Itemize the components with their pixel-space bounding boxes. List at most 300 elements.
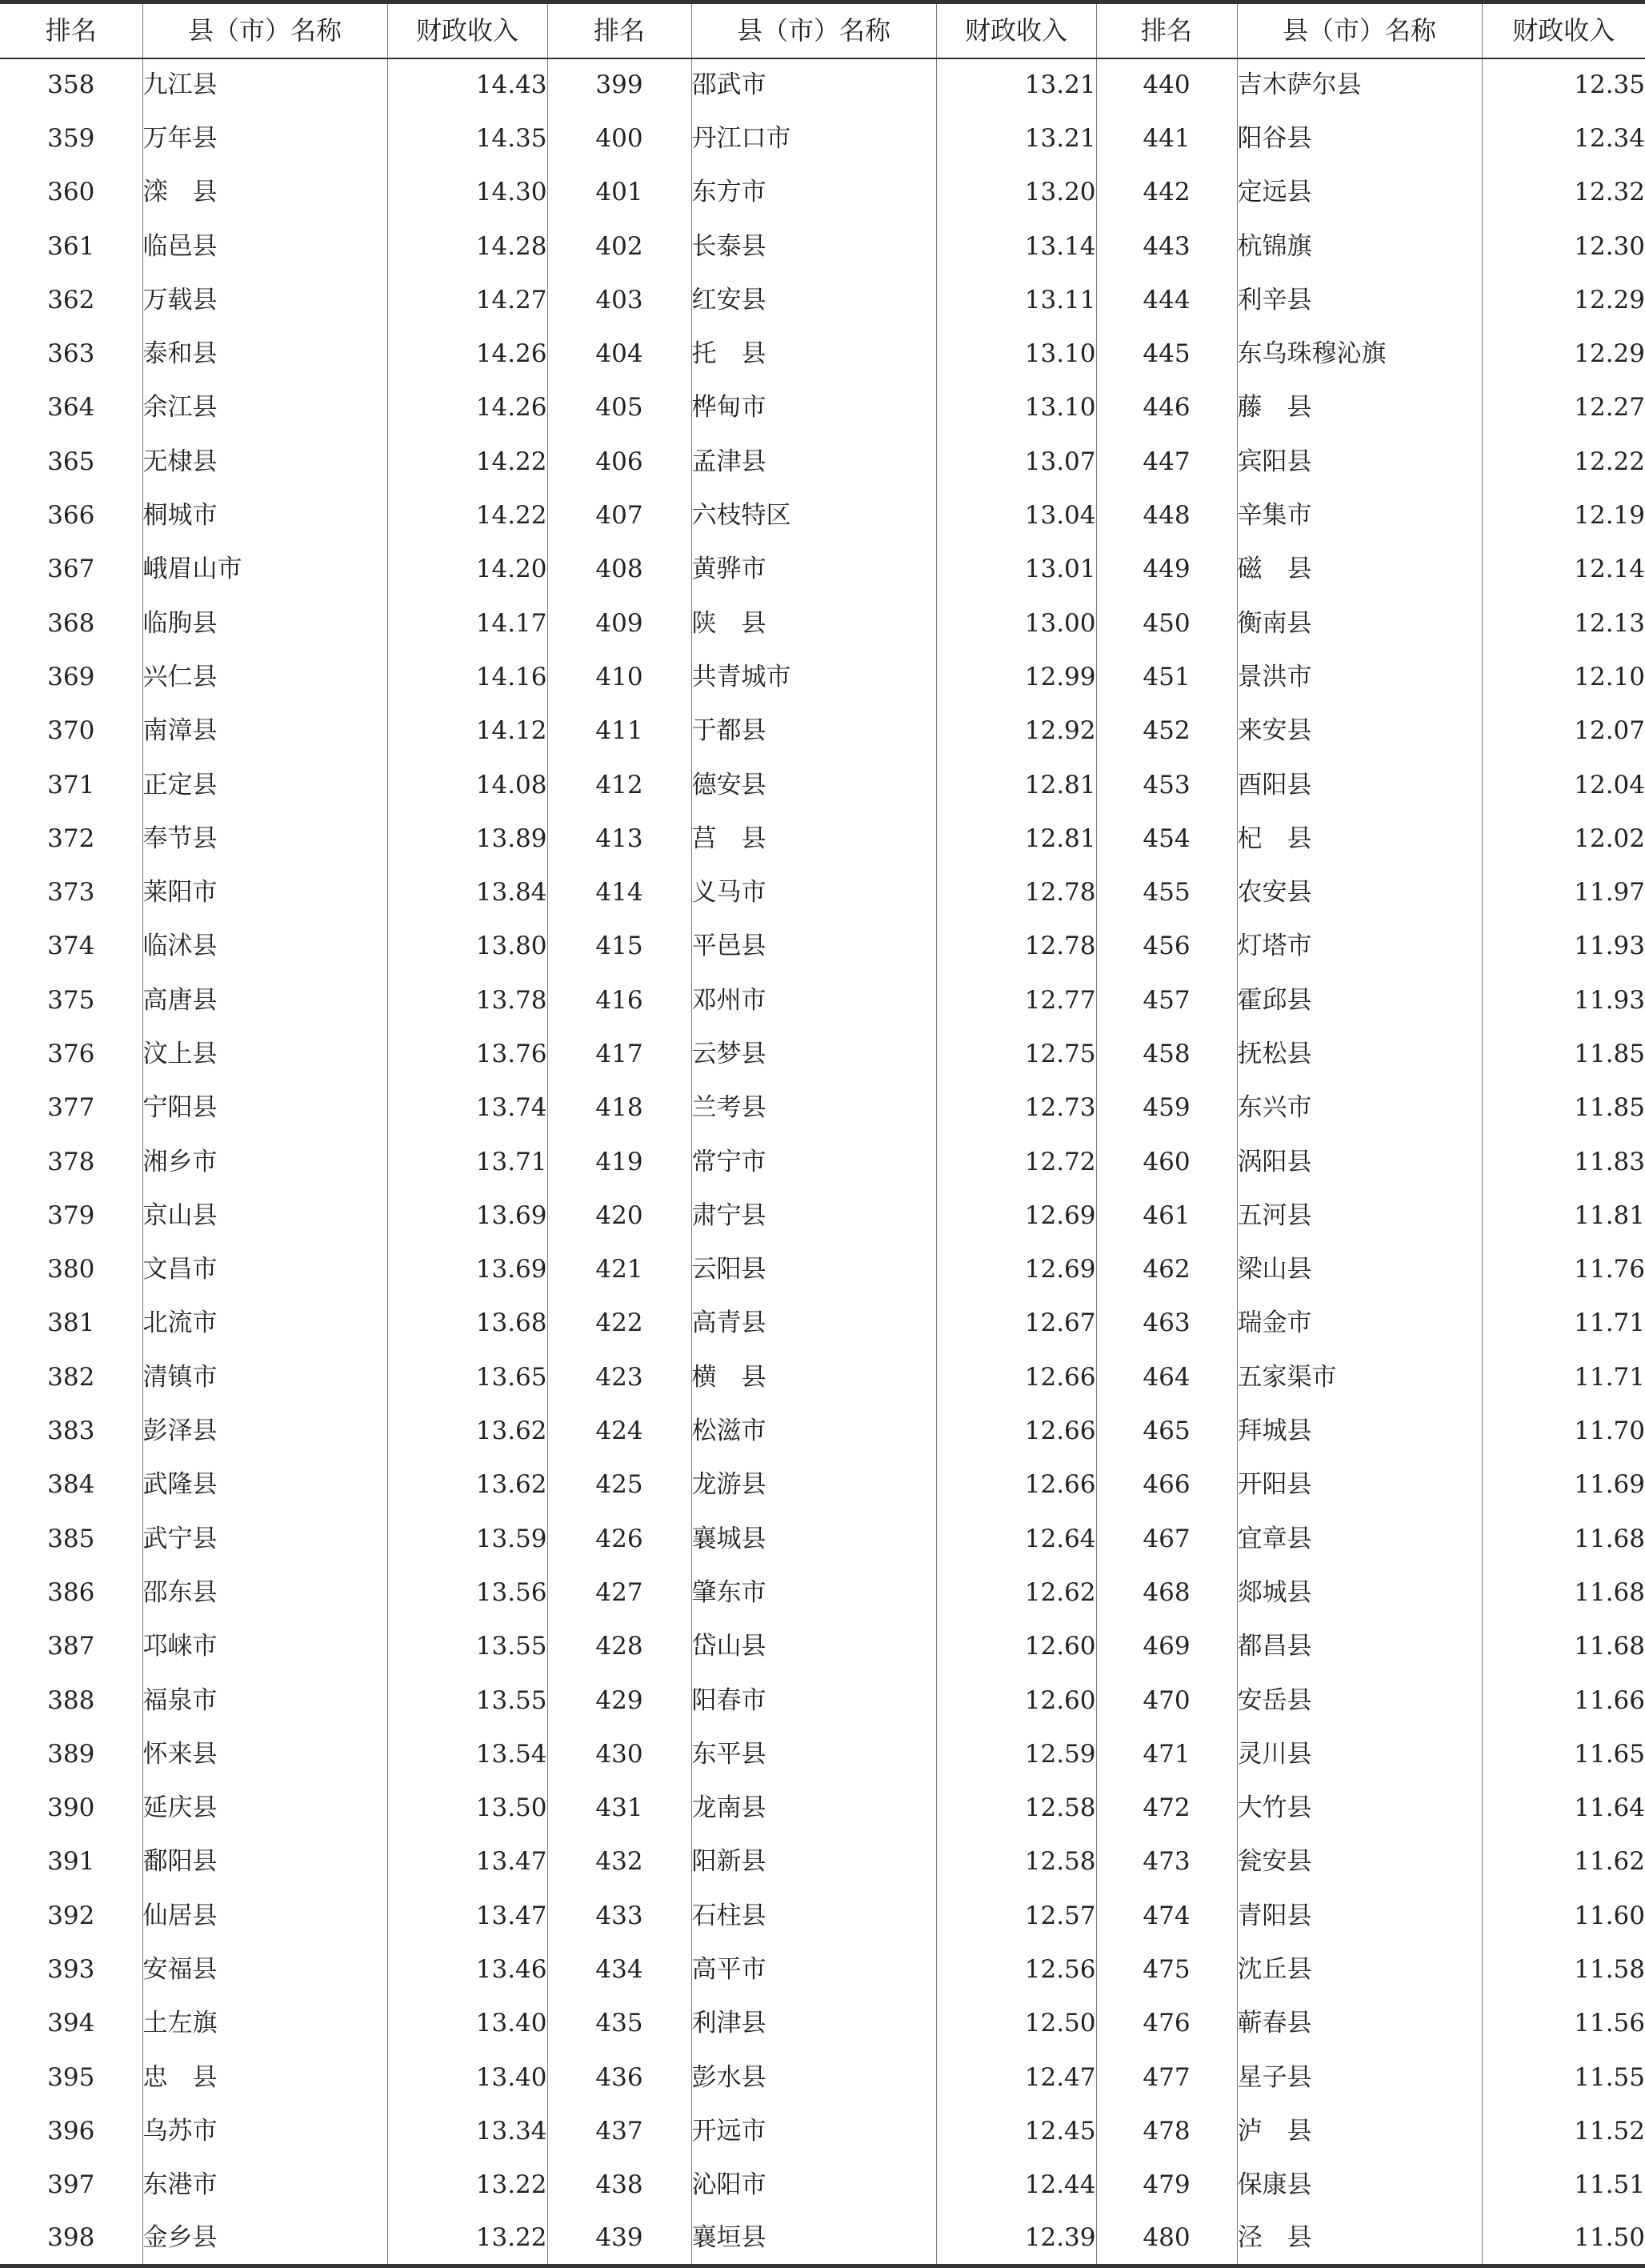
county-name-cell: 彭泽县 (142, 1404, 387, 1458)
table-row (0, 1781, 1645, 1835)
county-name-cell: 东兴市 (1237, 1081, 1482, 1135)
table-row (0, 812, 1645, 866)
table-row (0, 1943, 1645, 1997)
revenue-cell: 12.99 (936, 651, 1096, 704)
revenue-cell: 12.13 (1482, 596, 1645, 650)
rank-cell: 427 (547, 1566, 691, 1620)
rank-cell: 366 (47, 501, 95, 531)
revenue-cell: 11.97 (1482, 866, 1645, 920)
revenue-cell: 14.08 (387, 758, 547, 811)
county-name-cell: 黄骅市 (691, 543, 936, 596)
rank-cell: 412 (547, 758, 691, 811)
header-county-name: 县（市）名称 (1237, 2, 1482, 58)
revenue-cell: 11.64 (1482, 1781, 1645, 1835)
county-name-cell: 酉阳县 (1237, 758, 1482, 811)
revenue-cell: 13.07 (936, 435, 1096, 489)
revenue-cell: 13.40 (387, 1997, 547, 2050)
county-name-cell: 抚松县 (1237, 1028, 1482, 1081)
revenue-cell: 13.20 (936, 166, 1096, 219)
revenue-cell: 12.29 (1482, 327, 1645, 381)
revenue-cell: 12.58 (936, 1835, 1096, 1889)
header-county-name: 县（市）名称 (691, 2, 936, 58)
revenue-cell: 13.69 (387, 1243, 547, 1296)
revenue-cell: 13.74 (387, 1081, 547, 1135)
county-name-cell: 南漳县 (142, 704, 387, 758)
county-name-cell: 金乡县 (142, 2212, 387, 2266)
revenue-cell: 13.68 (387, 1296, 547, 1350)
county-name-cell: 宾阳县 (1237, 435, 1482, 489)
rank-cell: 360 (47, 178, 95, 207)
rank-cell: 439 (547, 2212, 691, 2266)
county-name-cell: 陕 县 (691, 596, 936, 650)
revenue-cell: 11.69 (1482, 1458, 1645, 1512)
county-name-cell: 霍邱县 (1237, 974, 1482, 1028)
rank-cell: 479 (1096, 2158, 1237, 2212)
revenue-cell: 13.22 (387, 2158, 547, 2212)
rank-cell: 391 (47, 1847, 95, 1877)
county-name-cell: 衡南县 (1237, 596, 1482, 650)
table-row (0, 274, 1645, 327)
revenue-cell: 13.22 (387, 2212, 547, 2266)
revenue-cell: 11.93 (1482, 974, 1645, 1028)
rank-cell: 393 (47, 1955, 95, 1985)
revenue-cell: 13.80 (387, 920, 547, 973)
table-row (0, 974, 1645, 1028)
county-name-cell: 定远县 (1237, 166, 1482, 219)
table-row (0, 651, 1645, 704)
rank-cell: 359 (47, 123, 95, 153)
revenue-cell: 11.51 (1482, 2158, 1645, 2212)
rank-cell: 381 (47, 1308, 95, 1338)
revenue-cell: 12.64 (936, 1513, 1096, 1566)
rank-cell: 416 (547, 974, 691, 1028)
county-name-cell: 临邑县 (142, 219, 387, 273)
revenue-cell: 12.69 (936, 1243, 1096, 1296)
county-name-cell: 灯塔市 (1237, 920, 1482, 973)
county-name-cell: 万载县 (142, 274, 387, 327)
rank-cell: 436 (547, 2050, 691, 2104)
rank-cell: 365 (47, 447, 95, 476)
rank-cell: 376 (47, 1039, 95, 1068)
county-name-cell: 肃宁县 (691, 1189, 936, 1243)
rank-cell: 418 (547, 1081, 691, 1135)
rank-cell: 442 (1096, 166, 1237, 219)
revenue-cell: 11.71 (1482, 1351, 1645, 1404)
rank-cell: 456 (1096, 920, 1237, 973)
rank-cell: 372 (47, 823, 95, 853)
table-row (0, 327, 1645, 381)
county-name-cell: 武宁县 (142, 1513, 387, 1566)
rank-cell: 441 (1096, 112, 1237, 166)
county-name-cell: 六枝特区 (691, 489, 936, 543)
revenue-cell: 13.34 (387, 2105, 547, 2158)
table-row (0, 1296, 1645, 1350)
rank-cell: 450 (1096, 596, 1237, 650)
county-name-cell: 阳春市 (691, 1673, 936, 1727)
rank-cell: 469 (1096, 1620, 1237, 1673)
revenue-cell: 13.04 (936, 489, 1096, 543)
county-name-cell: 滦 县 (142, 166, 387, 219)
revenue-cell: 11.68 (1482, 1620, 1645, 1673)
rank-cell: 466 (1096, 1458, 1237, 1512)
revenue-cell: 12.19 (1482, 489, 1645, 543)
table-body (0, 58, 1645, 2266)
rank-cell: 363 (47, 339, 95, 369)
county-name-cell: 临朐县 (142, 596, 387, 650)
county-name-cell: 藤 县 (1237, 381, 1482, 435)
table-row (0, 381, 1645, 435)
table-row (0, 704, 1645, 758)
table-row (0, 58, 1645, 112)
county-name-cell: 杭锦旗 (1237, 219, 1482, 273)
county-name-cell: 福泉市 (142, 1673, 387, 1727)
revenue-cell: 13.50 (387, 1781, 547, 1835)
rank-cell: 445 (1096, 327, 1237, 381)
county-name-cell: 武隆县 (142, 1458, 387, 1512)
revenue-cell: 14.26 (387, 381, 547, 435)
county-name-cell: 常宁市 (691, 1135, 936, 1188)
county-name-cell: 拜城县 (1237, 1404, 1482, 1458)
county-name-cell: 高青县 (691, 1296, 936, 1350)
revenue-cell: 13.76 (387, 1028, 547, 1081)
county-name-cell: 湘乡市 (142, 1135, 387, 1188)
county-name-cell: 龙南县 (691, 1781, 936, 1835)
table-row (0, 1566, 1645, 1620)
county-name-cell: 瓮安县 (1237, 1835, 1482, 1889)
county-name-cell: 桦甸市 (691, 381, 936, 435)
rank-cell: 382 (47, 1362, 95, 1392)
rank-cell: 368 (47, 608, 95, 638)
county-name-cell: 云阳县 (691, 1243, 936, 1296)
revenue-cell: 13.47 (387, 1889, 547, 1943)
rank-cell: 378 (47, 1147, 95, 1176)
rank-cell: 451 (1096, 651, 1237, 704)
revenue-cell: 13.55 (387, 1673, 547, 1727)
county-name-cell: 青阳县 (1237, 1889, 1482, 1943)
revenue-cell: 13.21 (936, 112, 1096, 166)
table-row (0, 1835, 1645, 1889)
revenue-cell: 12.58 (936, 1781, 1096, 1835)
revenue-cell: 11.62 (1482, 1835, 1645, 1889)
revenue-cell: 11.76 (1482, 1243, 1645, 1296)
county-name-cell: 襄垣县 (691, 2212, 936, 2266)
rank-cell: 395 (47, 2062, 95, 2092)
rank-cell: 410 (547, 651, 691, 704)
rank-cell: 375 (47, 985, 95, 1015)
revenue-cell: 11.52 (1482, 2105, 1645, 2158)
county-name-cell: 安福县 (142, 1943, 387, 1997)
county-name-cell: 龙游县 (691, 1458, 936, 1512)
county-name-cell: 余江县 (142, 381, 387, 435)
rank-cell: 475 (1096, 1943, 1237, 1997)
revenue-cell: 13.78 (387, 974, 547, 1028)
revenue-cell: 13.59 (387, 1513, 547, 1566)
county-name-cell: 万年县 (142, 112, 387, 166)
revenue-cell: 12.04 (1482, 758, 1645, 811)
county-name-cell: 托 县 (691, 327, 936, 381)
rank-cell: 454 (1096, 812, 1237, 866)
county-name-cell: 利津县 (691, 1997, 936, 2050)
table-row (0, 435, 1645, 489)
header-rank: 排名 (547, 2, 691, 58)
revenue-cell: 11.85 (1482, 1028, 1645, 1081)
county-name-cell: 东方市 (691, 166, 936, 219)
revenue-cell: 14.35 (387, 112, 547, 166)
table-row (0, 866, 1645, 920)
county-name-cell: 奉节县 (142, 812, 387, 866)
county-name-cell: 东平县 (691, 1728, 936, 1781)
table-row (0, 2158, 1645, 2212)
county-name-cell: 长泰县 (691, 219, 936, 273)
rank-cell: 402 (547, 219, 691, 273)
county-name-cell: 莒 县 (691, 812, 936, 866)
revenue-cell: 12.45 (936, 2105, 1096, 2158)
revenue-cell: 13.62 (387, 1458, 547, 1512)
county-name-cell: 鄱阳县 (142, 1835, 387, 1889)
table-row (0, 1189, 1645, 1243)
revenue-cell: 12.29 (1482, 274, 1645, 327)
county-name-cell: 彭水县 (691, 2050, 936, 2104)
rank-cell: 409 (547, 596, 691, 650)
revenue-cell: 12.72 (936, 1135, 1096, 1188)
county-name-cell: 兴仁县 (142, 651, 387, 704)
table-row (0, 2050, 1645, 2104)
county-name-cell: 来安县 (1237, 704, 1482, 758)
rank-cell: 390 (47, 1793, 95, 1823)
revenue-cell: 12.60 (936, 1620, 1096, 1673)
rank-cell: 414 (547, 866, 691, 920)
rank-cell: 425 (547, 1458, 691, 1512)
revenue-cell: 12.57 (936, 1889, 1096, 1943)
revenue-cell: 12.30 (1482, 219, 1645, 273)
county-name-cell: 涡阳县 (1237, 1135, 1482, 1188)
table-row (0, 1458, 1645, 1512)
table-row (0, 596, 1645, 650)
county-name-cell: 汶上县 (142, 1028, 387, 1081)
county-name-cell: 沈丘县 (1237, 1943, 1482, 1997)
county-name-cell: 高唐县 (142, 974, 387, 1028)
county-name-cell: 临沭县 (142, 920, 387, 973)
rank-cell: 411 (547, 704, 691, 758)
county-name-cell: 肇东市 (691, 1566, 936, 1620)
revenue-cell: 11.93 (1482, 920, 1645, 973)
rank-cell: 472 (1096, 1781, 1237, 1835)
rank-cell: 361 (47, 231, 95, 261)
revenue-cell: 12.66 (936, 1351, 1096, 1404)
revenue-cell: 14.22 (387, 435, 547, 489)
revenue-cell: 12.60 (936, 1673, 1096, 1727)
county-name-cell: 利辛县 (1237, 274, 1482, 327)
revenue-cell: 14.28 (387, 219, 547, 273)
county-name-cell: 大竹县 (1237, 1781, 1482, 1835)
rank-cell: 405 (547, 381, 691, 435)
rank-cell: 448 (1096, 489, 1237, 543)
revenue-cell: 13.65 (387, 1351, 547, 1404)
county-name-cell: 莱阳市 (142, 866, 387, 920)
rank-cell: 453 (1096, 758, 1237, 811)
county-name-cell: 磁 县 (1237, 543, 1482, 596)
county-name-cell: 安岳县 (1237, 1673, 1482, 1727)
revenue-cell: 13.71 (387, 1135, 547, 1188)
rank-cell: 398 (0, 2212, 142, 2266)
rank-cell: 444 (1096, 274, 1237, 327)
rank-cell: 396 (47, 2116, 95, 2146)
table-row (0, 1728, 1645, 1781)
revenue-cell: 11.68 (1482, 1513, 1645, 1566)
rank-cell: 422 (547, 1296, 691, 1350)
county-name-cell: 文昌市 (142, 1243, 387, 1296)
revenue-cell: 12.56 (936, 1943, 1096, 1997)
revenue-cell: 13.14 (936, 219, 1096, 273)
revenue-cell: 11.66 (1482, 1673, 1645, 1727)
rank-cell: 367 (47, 555, 95, 584)
rank-cell: 374 (47, 932, 95, 961)
rank-cell: 428 (547, 1620, 691, 1673)
county-name-cell: 农安县 (1237, 866, 1482, 920)
revenue-cell: 12.67 (936, 1296, 1096, 1350)
revenue-cell: 11.55 (1482, 2050, 1645, 2104)
revenue-cell: 11.68 (1482, 1566, 1645, 1620)
county-name-cell: 东港市 (142, 2158, 387, 2212)
county-name-cell: 郯城县 (1237, 1566, 1482, 1620)
county-name-cell: 土左旗 (142, 1997, 387, 2050)
rank-cell: 432 (547, 1835, 691, 1889)
rank-cell: 392 (47, 1901, 95, 1930)
revenue-cell: 12.69 (936, 1189, 1096, 1243)
revenue-cell: 13.10 (936, 381, 1096, 435)
rank-cell: 429 (547, 1673, 691, 1727)
county-name-cell: 石柱县 (691, 1889, 936, 1943)
rank-cell: 415 (547, 920, 691, 973)
county-name-cell: 正定县 (142, 758, 387, 811)
rank-cell: 463 (1096, 1296, 1237, 1350)
rank-cell: 424 (547, 1404, 691, 1458)
county-name-cell: 云梦县 (691, 1028, 936, 1081)
county-name-cell: 德安县 (691, 758, 936, 811)
county-name-cell: 邵武市 (691, 58, 936, 112)
county-name-cell: 泰和县 (142, 327, 387, 381)
rank-cell: 446 (1096, 381, 1237, 435)
header-rank: 排名 (1096, 2, 1237, 58)
table-row (0, 1513, 1645, 1566)
county-name-cell: 共青城市 (691, 651, 936, 704)
rank-cell: 377 (47, 1093, 95, 1123)
county-name-cell: 沁阳市 (691, 2158, 936, 2212)
revenue-cell: 11.85 (1482, 1081, 1645, 1135)
revenue-cell: 13.56 (387, 1566, 547, 1620)
rank-cell: 426 (547, 1513, 691, 1566)
rank-cell: 438 (547, 2158, 691, 2212)
county-name-cell: 景洪市 (1237, 651, 1482, 704)
county-name-cell: 梁山县 (1237, 1243, 1482, 1296)
county-name-cell: 阳新县 (691, 1835, 936, 1889)
rank-cell: 364 (47, 393, 95, 423)
rank-cell: 460 (1096, 1135, 1237, 1188)
revenue-cell: 12.78 (936, 920, 1096, 973)
rank-cell: 458 (1096, 1028, 1237, 1081)
revenue-cell: 13.84 (387, 866, 547, 920)
rank-cell: 464 (1096, 1351, 1237, 1404)
county-name-cell: 泾 县 (1237, 2212, 1482, 2266)
rank-cell: 434 (547, 1943, 691, 1997)
revenue-cell: 11.71 (1482, 1296, 1645, 1350)
rank-cell: 468 (1096, 1566, 1237, 1620)
revenue-cell: 12.62 (936, 1566, 1096, 1620)
revenue-cell: 14.12 (387, 704, 547, 758)
rank-cell: 385 (47, 1524, 95, 1553)
revenue-cell: 13.01 (936, 543, 1096, 596)
header-revenue: 财政收入 (936, 2, 1096, 58)
table-row (0, 112, 1645, 166)
county-name-cell: 襄城县 (691, 1513, 936, 1566)
rank-cell: 476 (1096, 1997, 1237, 2050)
revenue-cell: 14.16 (387, 651, 547, 704)
rank-cell: 449 (1096, 543, 1237, 596)
rank-cell: 423 (547, 1351, 691, 1404)
revenue-cell: 12.27 (1482, 381, 1645, 435)
revenue-cell: 13.40 (387, 2050, 547, 2104)
county-name-cell: 开阳县 (1237, 1458, 1482, 1512)
county-name-cell: 忠 县 (142, 2050, 387, 2104)
county-name-cell: 瑞金市 (1237, 1296, 1482, 1350)
rank-cell: 420 (547, 1189, 691, 1243)
rank-cell: 470 (1096, 1673, 1237, 1727)
rank-cell: 404 (547, 327, 691, 381)
county-name-cell: 横 县 (691, 1351, 936, 1404)
revenue-cell: 12.73 (936, 1081, 1096, 1135)
revenue-cell: 12.81 (936, 758, 1096, 811)
county-name-cell: 星子县 (1237, 2050, 1482, 2104)
rank-cell: 373 (47, 878, 95, 908)
rank-cell: 400 (547, 112, 691, 166)
revenue-cell: 11.65 (1482, 1728, 1645, 1781)
revenue-cell: 12.22 (1482, 435, 1645, 489)
county-name-cell: 义马市 (691, 866, 936, 920)
county-name-cell: 吉木萨尔县 (1237, 58, 1482, 112)
revenue-cell: 14.17 (387, 596, 547, 650)
rank-cell: 388 (47, 1685, 95, 1715)
rank-cell: 452 (1096, 704, 1237, 758)
rank-cell: 459 (1096, 1081, 1237, 1135)
rank-cell: 447 (1096, 435, 1237, 489)
rank-cell: 370 (47, 716, 95, 746)
county-name-cell: 乌苏市 (142, 2105, 387, 2158)
revenue-cell: 13.62 (387, 1404, 547, 1458)
rank-cell: 369 (47, 662, 95, 691)
revenue-cell: 11.56 (1482, 1997, 1645, 2050)
table-row (0, 920, 1645, 973)
revenue-cell: 12.44 (936, 2158, 1096, 2212)
county-name-cell: 延庆县 (142, 1781, 387, 1835)
rank-cell: 473 (1096, 1835, 1237, 1889)
county-name-cell: 邵东县 (142, 1566, 387, 1620)
county-name-cell: 东乌珠穆沁旗 (1237, 327, 1482, 381)
rank-cell: 437 (547, 2105, 691, 2158)
table-row (0, 489, 1645, 543)
rank-cell: 457 (1096, 974, 1237, 1028)
table-row (0, 2105, 1645, 2158)
revenue-cell: 13.54 (387, 1728, 547, 1781)
revenue-cell: 13.46 (387, 1943, 547, 1997)
rank-cell: 386 (47, 1577, 95, 1607)
rank-cell: 379 (47, 1200, 95, 1230)
county-name-cell: 五家渠市 (1237, 1351, 1482, 1404)
rank-cell: 474 (1096, 1889, 1237, 1943)
county-name-cell: 九江县 (142, 58, 387, 112)
rank-cell: 362 (47, 285, 95, 315)
table-row (0, 219, 1645, 273)
revenue-cell: 12.35 (1482, 58, 1645, 112)
